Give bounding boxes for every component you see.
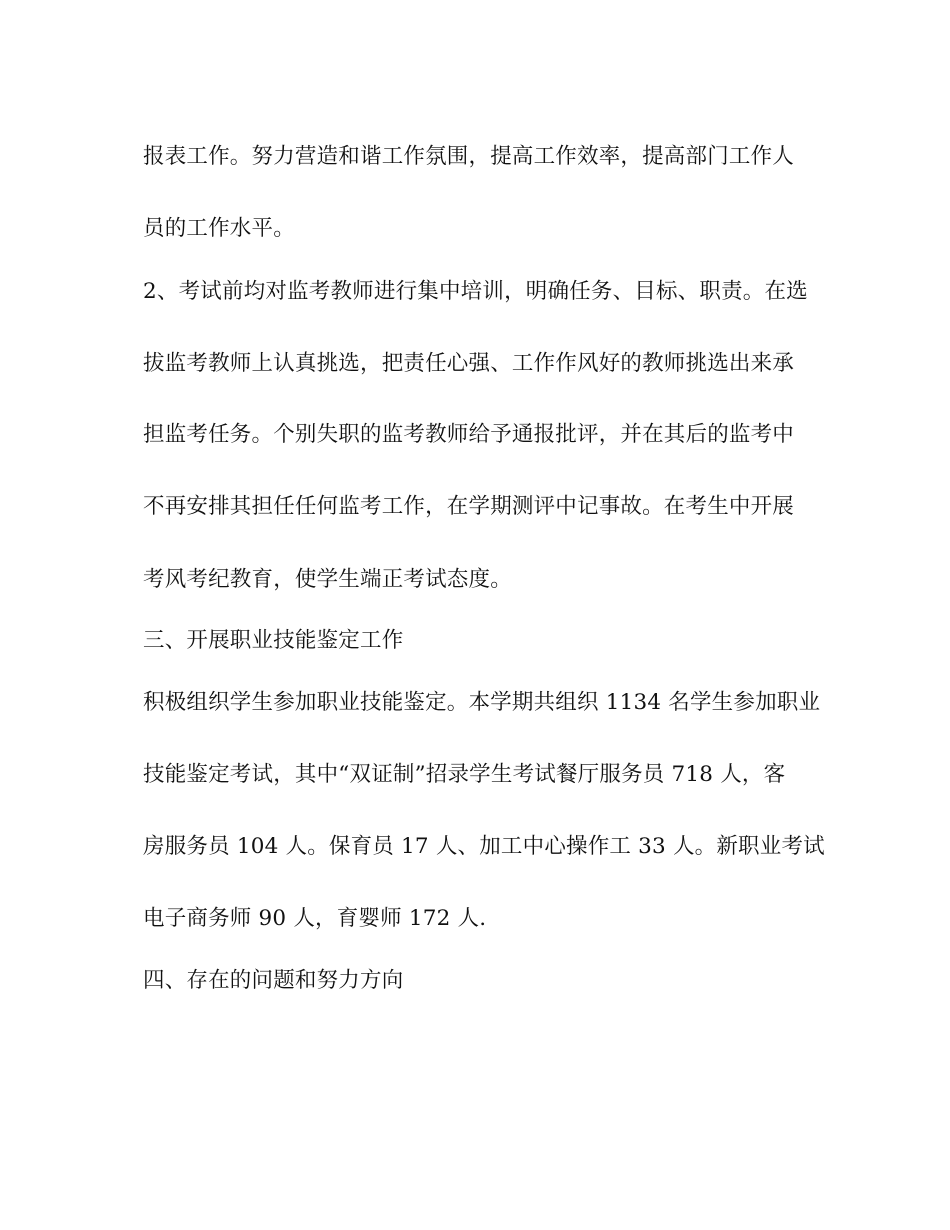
paragraph-line: 房服务员 104 人。保育员 17 人、加工中心操作工 33 人。新职业考试 <box>143 834 825 859</box>
paragraph-line: 积极组织学生参加职业技能鉴定。本学期共组织 1134 名学生参加职业 <box>143 690 821 715</box>
paragraph-line: 员的工作水平。 <box>143 216 295 241</box>
paragraph-line: 2、考试前均对监考教师进行集中培训，明确任务、目标、职责。在选 <box>143 279 808 304</box>
section-heading: 三、开展职业技能鉴定工作 <box>143 628 404 653</box>
paragraph-line: 报表工作。努力营造和谐工作氛围，提高工作效率，提高部门工作人 <box>143 144 795 169</box>
paragraph-line: 考风考纪教育，使学生端正考试态度。 <box>143 567 512 592</box>
paragraph-line: 不再安排其担任任何监考工作，在学期测评中记事故。在考生中开展 <box>143 494 795 519</box>
paragraph-line: 电子商务师 90 人，育婴师 172 人. <box>143 906 487 931</box>
paragraph-line: 技能鉴定考试，其中“双证制”招录学生考试餐厅服务员 718 人，客 <box>143 762 786 787</box>
section-heading: 四、存在的问题和努力方向 <box>143 968 404 993</box>
paragraph-line: 担监考任务。个别失职的监考教师给予通报批评，并在其后的监考中 <box>143 422 795 447</box>
paragraph-line: 拔监考教师上认真挑选，把责任心强、工作作风好的教师挑选出来承 <box>143 351 795 376</box>
